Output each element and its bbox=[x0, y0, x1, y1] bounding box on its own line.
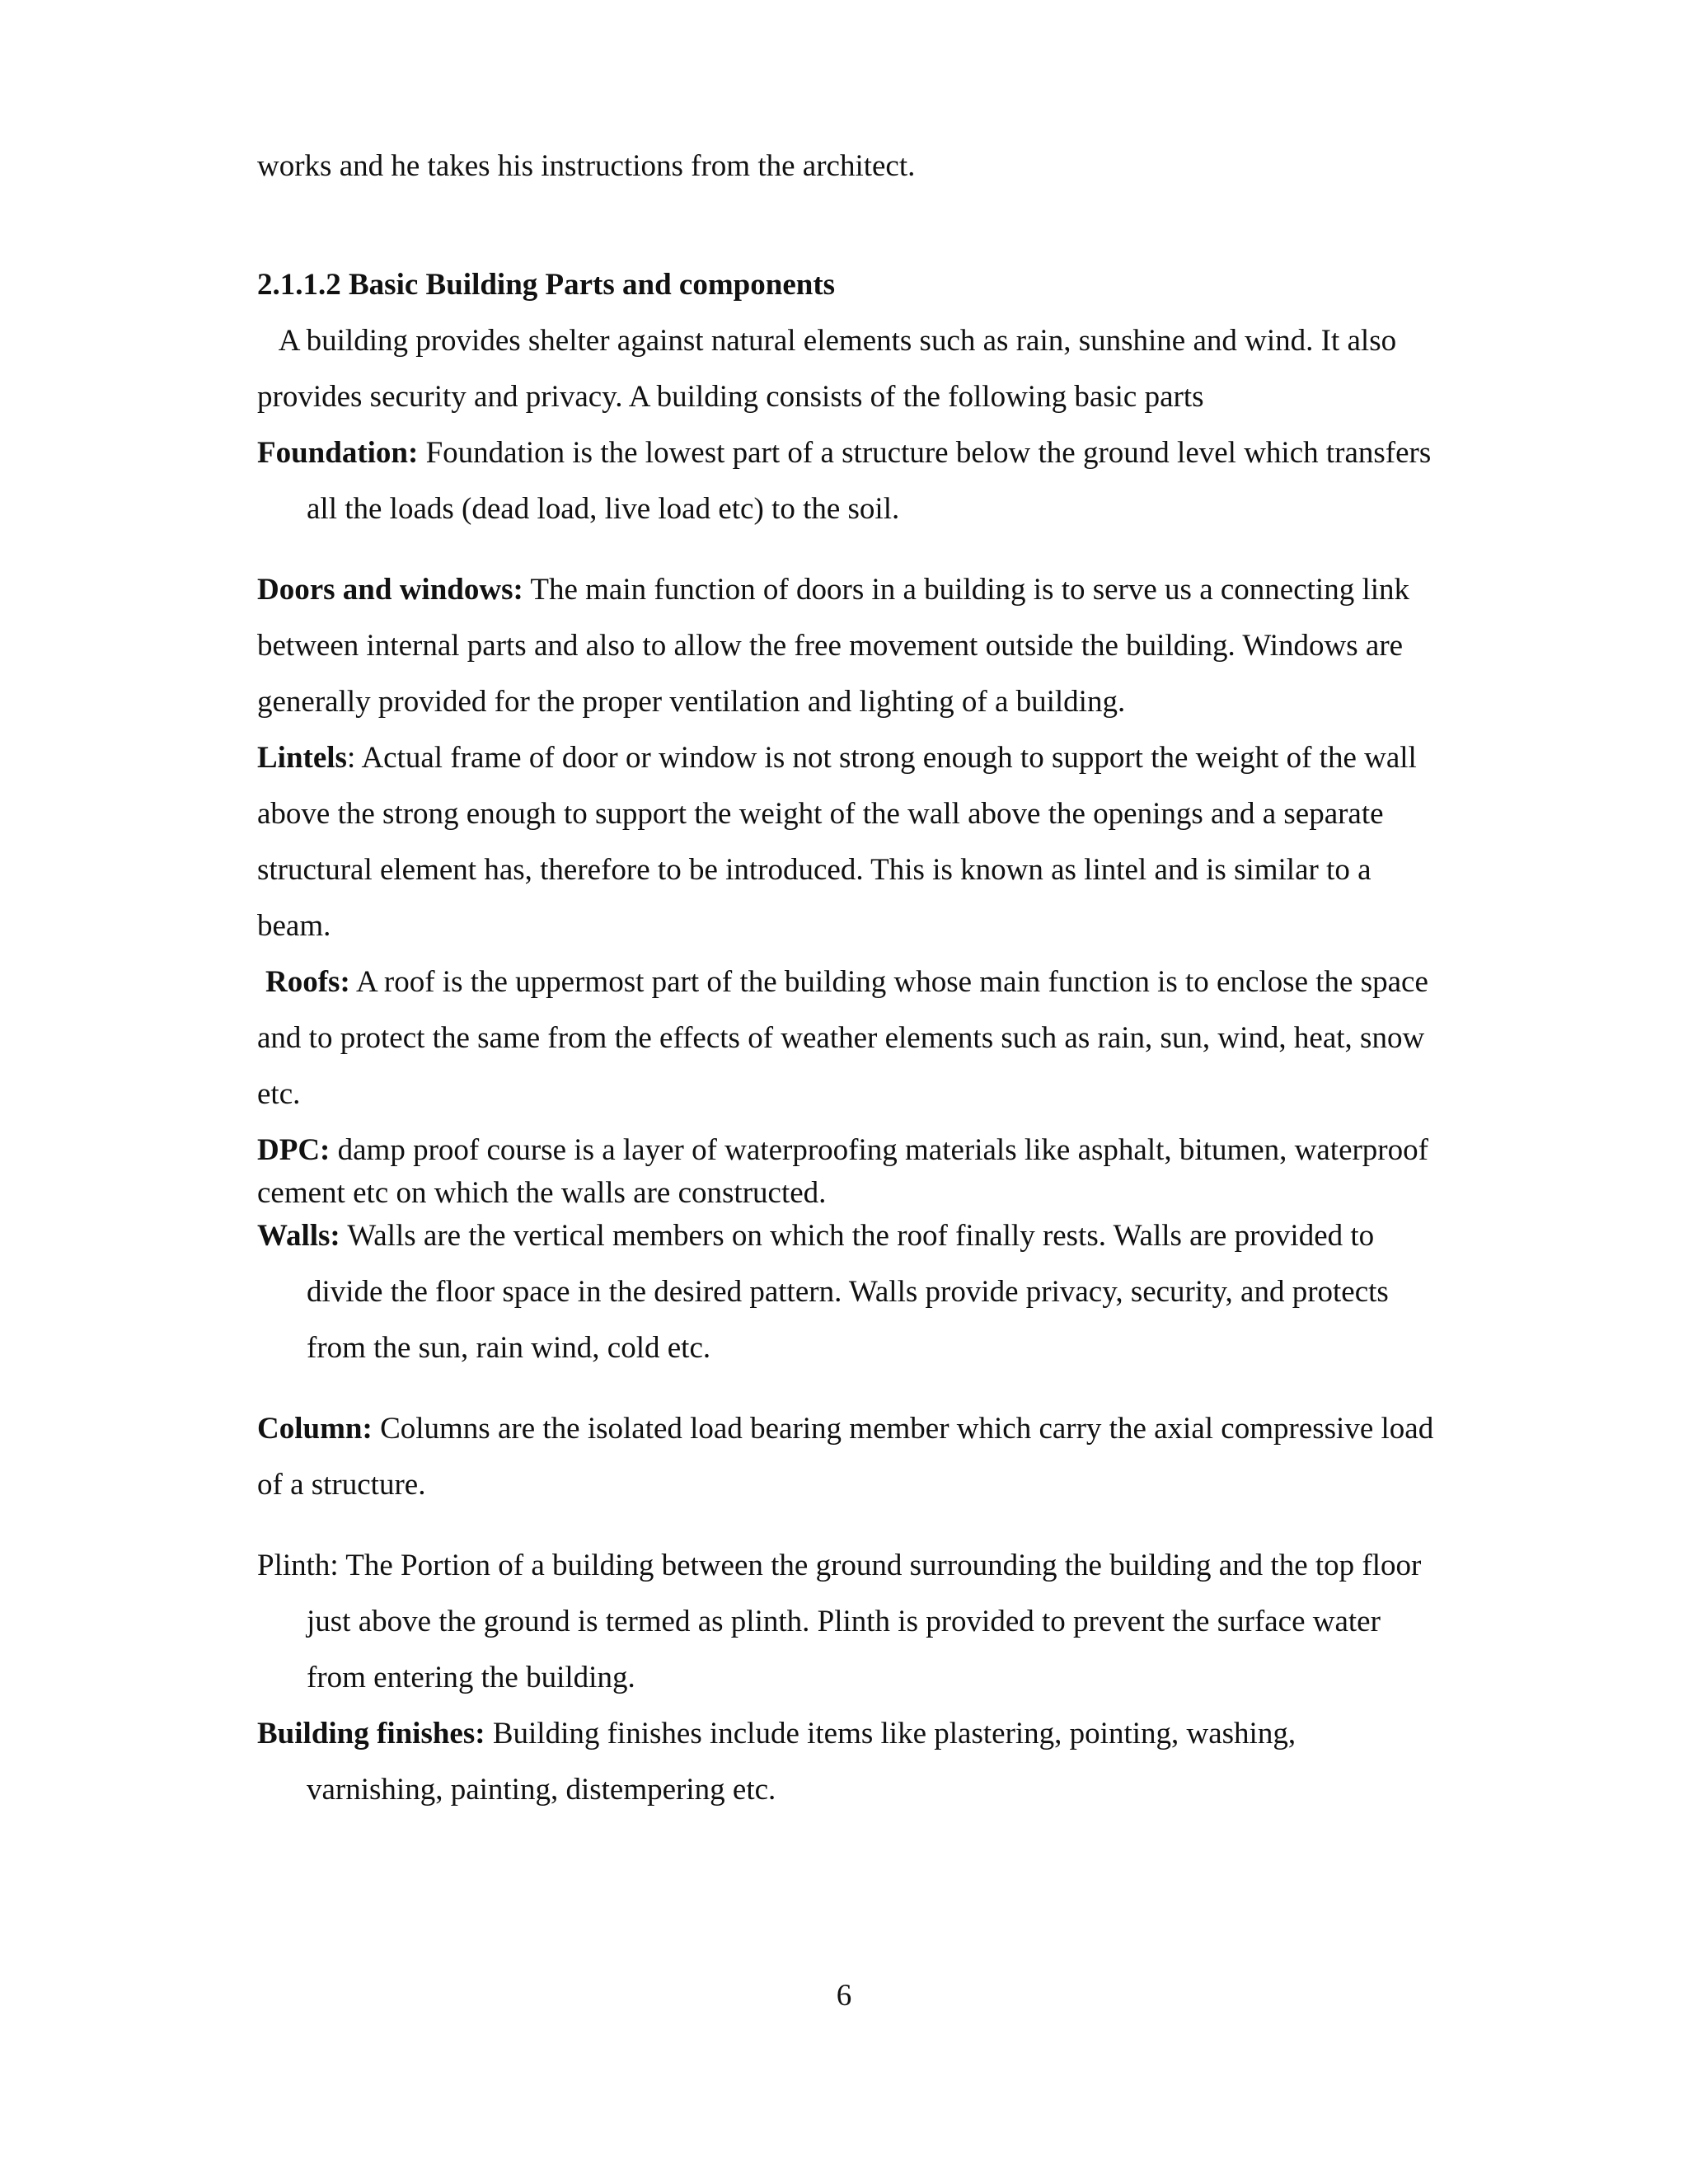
roofs-term: Roofs: bbox=[265, 965, 350, 999]
finishes-term: Building finishes: bbox=[257, 1717, 485, 1750]
lintels-line-1 bbox=[257, 738, 1417, 778]
foundation-text-1: Foundation is the lowest part of a structure below the ground level which transfers bbox=[418, 436, 1432, 470]
doors-line-1 bbox=[257, 570, 1409, 610]
foundation-line-2: all the loads (dead load, live load etc) to the soil. bbox=[307, 492, 900, 526]
lintels-text-1: : Actual frame of door or window is not strong enough to support the weight of the wall bbox=[346, 741, 1417, 775]
doors-line-3: generally provided for the proper ventilation and lighting of a building. bbox=[257, 685, 1126, 719]
plinth-line-1: Plinth: The Portion of a building between the ground surrounding the building and the top floor bbox=[257, 1549, 1422, 1582]
roofs-text-1: A roof is the uppermost part of the building whose main function is to enclose the space bbox=[349, 965, 1428, 999]
walls-line-1 bbox=[257, 1216, 1374, 1256]
dpc-text-1: damp proof course is a layer of waterproofing materials like asphalt, bitumen, waterproof bbox=[330, 1133, 1428, 1167]
section-heading: 2.1.1.2 Basic Building Parts and components bbox=[257, 268, 836, 302]
finishes-line-1 bbox=[257, 1714, 1296, 1754]
plinth-line-2: just above the ground is termed as plinth. Plinth is provided to prevent the surface water bbox=[307, 1605, 1381, 1638]
walls-term: Walls: bbox=[257, 1219, 340, 1253]
walls-line-3: from the sun, rain wind, cold etc. bbox=[307, 1331, 711, 1365]
walls-text-1: Walls are the vertical members on which the roof finally rests. Walls are provided to bbox=[340, 1219, 1375, 1253]
roofs-line-1 bbox=[265, 963, 1428, 1002]
column-text-1: Columns are the isolated load bearing member which carry the axial compressive load bbox=[372, 1412, 1434, 1446]
foundation-term: Foundation: bbox=[257, 436, 419, 470]
lintels-line-3: structural element has, therefore to be introduced. This is known as lintel and is similar to a bbox=[257, 853, 1372, 887]
column-term: Column: bbox=[257, 1412, 373, 1446]
lintels-line-4: beam. bbox=[257, 909, 331, 943]
plinth-line-3: from entering the building. bbox=[307, 1661, 635, 1694]
finishes-line-2: varnishing, painting, distempering etc. bbox=[307, 1773, 776, 1807]
section-intro-line-1: A building provides shelter against natural elements such as rain, sunshine and wind. It also bbox=[257, 324, 1397, 358]
column-line-1 bbox=[257, 1409, 1433, 1449]
section-intro-line-2: provides security and privacy. A building consists of the following basic parts bbox=[257, 380, 1204, 414]
roofs-line-3: etc. bbox=[257, 1077, 301, 1111]
lintels-line-2: above the strong enough to support the weight of the wall above the openings and a separate bbox=[257, 797, 1384, 831]
intro-line: works and he takes his instructions from the architect. bbox=[257, 149, 916, 183]
page-number: 6 bbox=[836, 1979, 852, 2013]
finishes-text-1: Building finishes include items like plastering, pointing, washing, bbox=[485, 1717, 1296, 1750]
column-line-2: of a structure. bbox=[257, 1468, 426, 1502]
dpc-line-2: cement etc on which the walls are constructed. bbox=[257, 1176, 827, 1210]
dpc-term: DPC: bbox=[257, 1133, 331, 1167]
doors-line-2: between internal parts and also to allow the free movement outside the building. Windows are bbox=[257, 629, 1404, 663]
roofs-line-2: and to protect the same from the effects of weather elements such as rain, sun, wind, heat, snow bbox=[257, 1021, 1425, 1055]
foundation-line-1 bbox=[257, 434, 1431, 473]
lintels-term: Lintels bbox=[257, 741, 347, 775]
doors-term: Doors and windows: bbox=[257, 573, 523, 607]
dpc-line-1 bbox=[257, 1131, 1428, 1170]
walls-line-2: divide the floor space in the desired pattern. Walls provide privacy, security, and protects bbox=[307, 1275, 1389, 1309]
doors-text-1: The main function of doors in a building is to serve us a connecting link bbox=[523, 573, 1410, 607]
